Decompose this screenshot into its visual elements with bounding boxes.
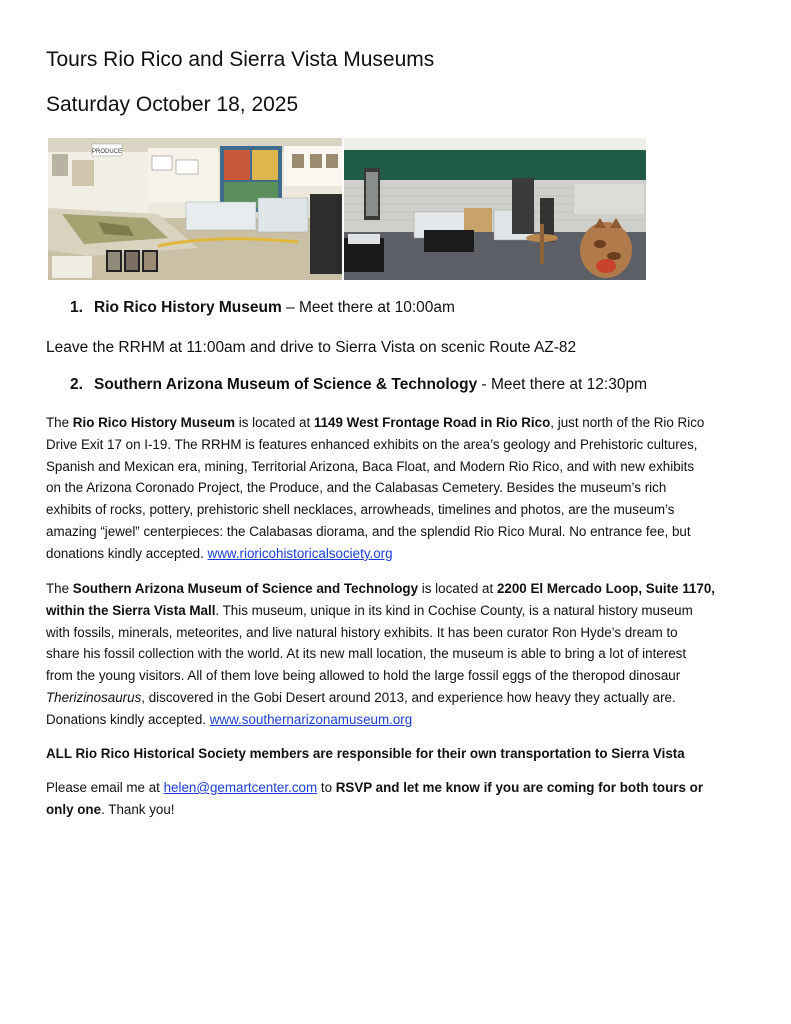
rrhm-paragraph [46,412,746,565]
samst-website-link[interactable]: www.southernarizonamuseum.org [209,711,413,727]
rsvp-email-link[interactable]: helen@gemartcenter.com [163,780,318,795]
stop-1-detail: – Meet there at 10:00am [281,299,455,316]
samst-text: Donations kindly accepted. [46,711,210,727]
rrhm-text: Drive Exit 17 on I-19. The RRHM is features enhanced exhibits on the area’s geology and Prehistoric cultures, [46,436,698,452]
transport-note [46,743,746,765]
rio-rico-museum-photo [48,138,342,280]
stop-1 [70,299,455,317]
samst-text: The [46,581,73,596]
leave-note: Leave the RRHM at 11:00am and drive to Sierra Vista on scenic Route AZ-82 [46,339,577,356]
rsvp-text: . Thank you! [101,801,175,817]
rsvp-request: only one [46,801,102,817]
rsvp-text: Please email me at [46,780,164,795]
event-date: Saturday October 18, 2025 [46,93,299,116]
samst-paragraph [46,578,746,731]
samst-text: with fossils, minerals, meteorites, and live natural history exhibits. It has been curator Ron Hyde’s dream to [46,624,678,640]
rrhm-text: Spanish and Mexican era, mining, Territorial Arizona, Baca Float, and Modern Rio Rico, and with new exhibits [46,458,695,474]
sierra-vista-museum-photo [344,138,646,280]
stop-2-number: 2. [70,376,83,393]
samst-text: , discovered in the Gobi Desert around 2013, and experience how heavy they actually are. [141,689,676,705]
rrhm-text: is located at [235,415,314,430]
rsvp-paragraph [46,777,746,821]
dinosaur-name: Therizinosaurus [46,689,142,705]
rrhm-museum-name: Rio Rico History Museum [72,415,235,430]
rrhm-text: amazing “jewel” centerpieces: the Calabasas diorama, and the splendid Rio Rico Mural. No entrance fee, but [46,523,691,539]
page-title: Tours Rio Rico and Sierra Vista Museums [46,48,435,71]
rsvp-request: RSVP and let me know if you are coming for both tours or [335,780,704,795]
samst-museum-name: Southern Arizona Museum of Science and Technology [72,581,419,596]
rrhm-text: The [46,415,73,430]
transport-note-text: ALL Rio Rico Historical Society members are responsible for their own transportation to Sierra Vista [46,746,685,761]
samst-text: share his fossil collection with the world. At its new mall location, the museum is able to bring a lot of interest [46,646,687,662]
rsvp-text: to [317,780,336,795]
produce-sign: PRODUCE [91,149,123,155]
rrhm-text: , just north of the Rio Rico [550,415,705,430]
samst-text: is located at [418,581,497,596]
stop-2-name: Southern Arizona Museum of Science & Technology [94,376,478,393]
samst-address: within the Sierra Vista Mall [46,602,216,618]
rrhm-website-link[interactable]: www.rioricohistoricalsociety.org [207,545,393,561]
stop-1-name: Rio Rico History Museum [94,299,282,316]
stop-2-detail: - Meet there at 12:30pm [477,376,647,393]
stop-1-number: 1. [70,299,83,316]
rrhm-address: 1149 West Frontage Road in Rio Rico [313,415,551,430]
rrhm-text: exhibits of rocks, pottery, prehistoric shell necklaces, arrowheads, timelines and photos, are the museum’s [46,502,675,518]
rrhm-text: on the Arizona Coronado Project, the Produce, and the Calabasas Cemetery. Besides the museum’s rich [46,480,667,496]
samst-text: . This museum, unique in its kind in Cochise County, is a natural history museum [215,602,693,618]
rrhm-text: donations kindly accepted. [46,545,208,561]
museum-photos [48,138,648,280]
samst-address: 2200 El Mercado Loop, Suite 1170, [496,581,715,596]
samst-text: from the young visitors. All of them love being allowed to hold the large fossil eggs of the theropod dinosaur [46,668,681,684]
stop-2 [70,376,647,394]
